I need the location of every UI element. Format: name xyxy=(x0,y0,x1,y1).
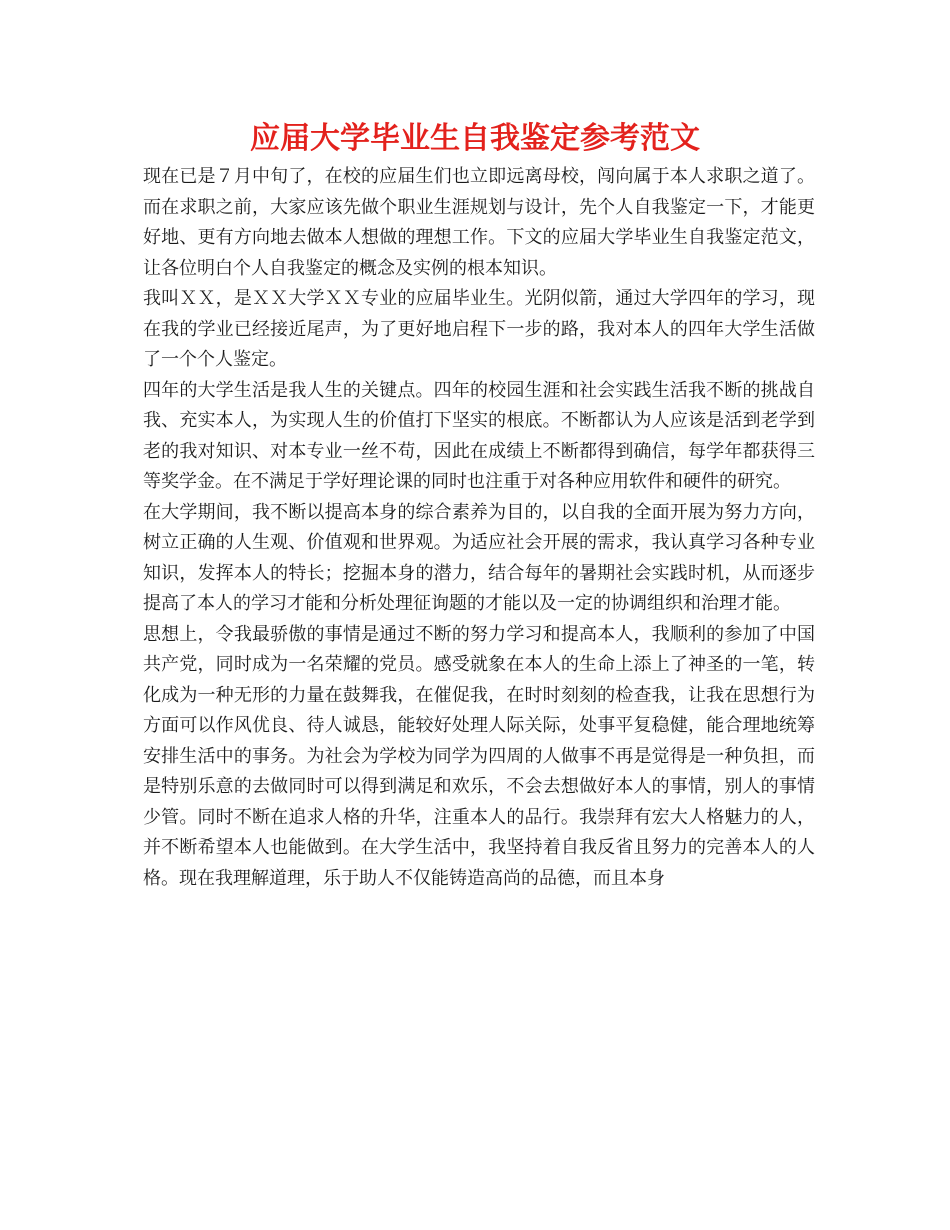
paragraph-study: 四年的大学生活是我人生的关键点。四年的校园生涯和社会实践生活我不断的挑战自我、充实本人，为实现人生的价值打下坚实的根底。不断都认为人应该是活到老学到老的我对知识、对本专业一丝不苟，因此在成绩上不断都得到确信，每学年都获得三等奖学金。在不满足于学好理论课的同时也注重于对各种应用软件和硬件的研究。 xyxy=(143,379,815,492)
paragraph-ideology: 思想上，令我最骄傲的事情是通过不断的努力学习和提高本人，我顺利的参加了中国共产党，同时成为一名荣耀的党员。感受就象在本人的生命上添上了神圣的一笔，转化成为一种无形的力量在鼓舞我，在催促我，在时时刻刻的检查我，让我在思想行为方面可以作风优良、待人诚恳，能较好处理人际关际，处事平复稳健，能合理地统筹安排生活中的事务。为社会为学校为同学为四周的人做事不再是觉得是一种负担，而是特别乐意的去做同时可以得到满足和欢乐，不会去想做好本人的事情，别人的事情少管。同时不断在追求人格的升华，注重本人的品行。我崇拜有宏大人格魅力的人，并不断希望本人也能做到。在大学生活中，我坚持着自我反省且努力的完善本人的人格。现在我理解道理，乐于助人不仅能铸造高尚的品德，而且本身 xyxy=(143,623,815,889)
paragraph-self-introduction: 我叫ＸＸ，是ＸＸ大学ＸＸ专业的应届毕业生。光阴似箭，通过大学四年的学习，现在我的学业已经接近尾声，为了更好地启程下一步的路，我对本人的四年大学生活做了一个个人鉴定。 xyxy=(143,288,815,370)
document-title: 应届大学毕业生自我鉴定参考范文 xyxy=(250,121,700,156)
paragraph-intro: 现在已是７月中旬了，在校的应届生们也立即远离母校，闯向属于本人求职之道了。而在求职之前，大家应该先做个职业生涯规划与设计，先个人自我鉴定一下，才能更好地、更有方向地去做本人想做的理想工作。下文的应届大学毕业生自我鉴定范文，让各位明白个人自我鉴定的概念及实例的根本知识。 xyxy=(143,166,815,279)
paragraph-development: 在大学期间，我不断以提高本身的综合素养为目的，以自我的全面开展为努力方向，树立正确的人生观、价值观和世界观。为适应社会开展的需求，我认真学习各种专业知识，发挥本人的特长；挖掘本身的潜力，结合每年的暑期社会实践时机，从而逐步提高了本人的学习才能和分析处理征询题的才能以及一定的协调组织和治理才能。 xyxy=(143,501,815,614)
document-body xyxy=(143,162,815,894)
